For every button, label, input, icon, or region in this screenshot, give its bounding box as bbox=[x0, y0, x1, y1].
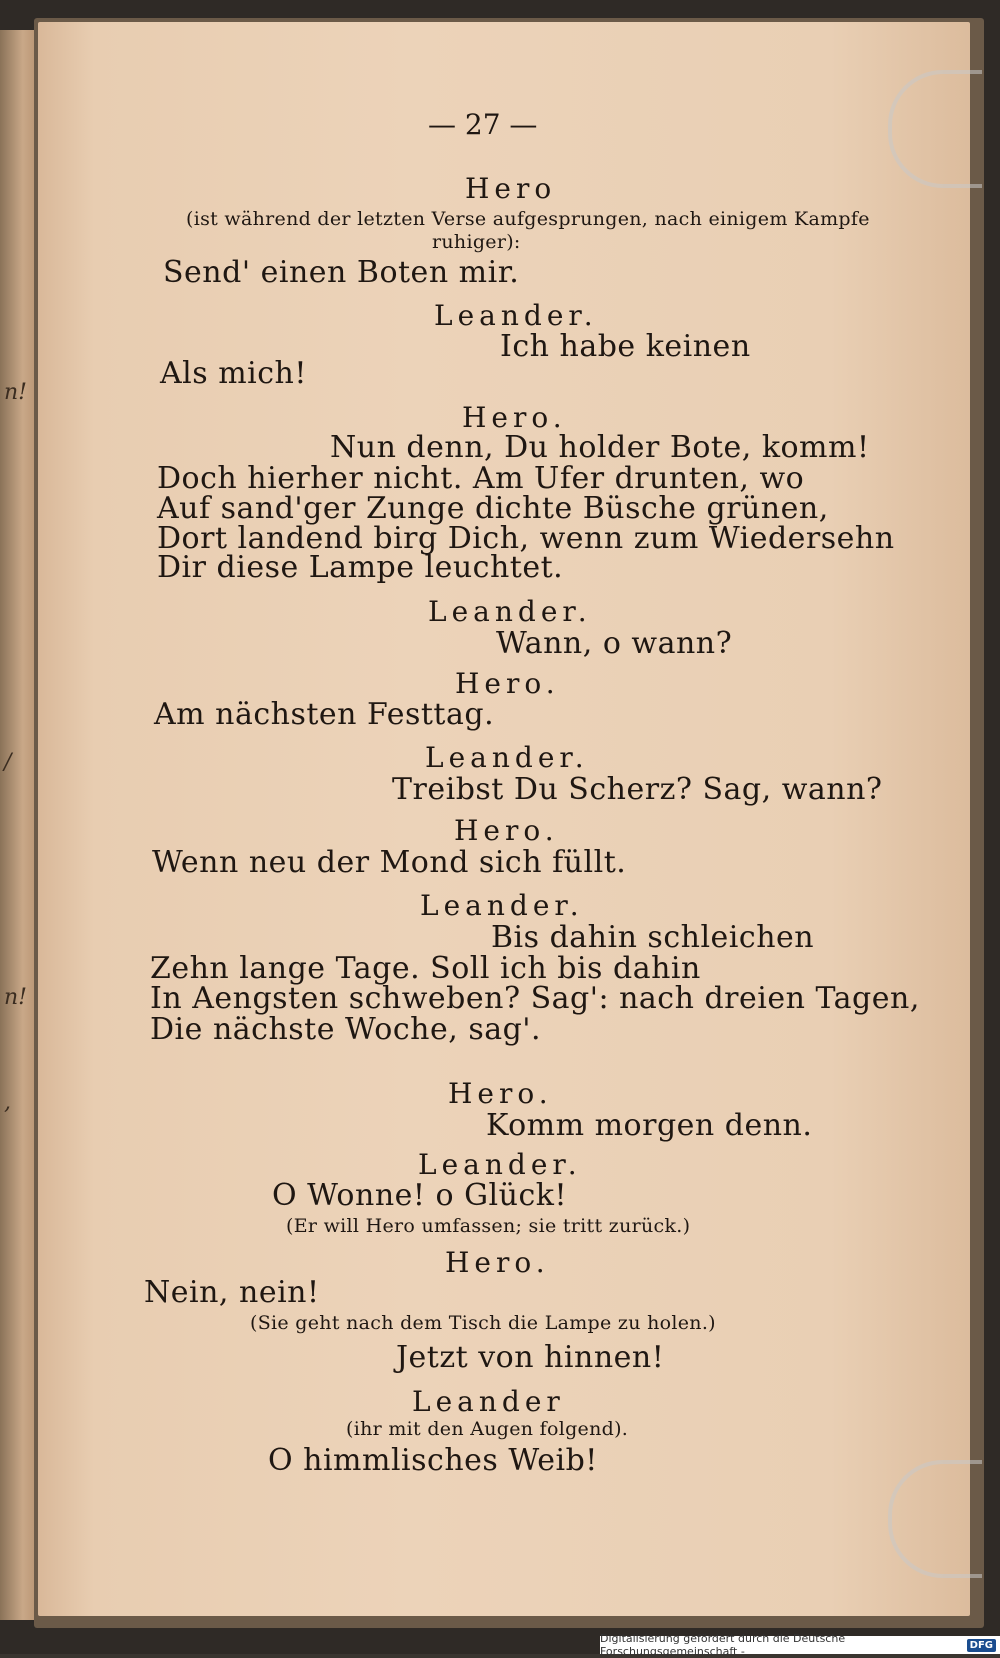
verse-line: Komm morgen denn. bbox=[486, 1108, 813, 1143]
dfg-logo-icon: DFG bbox=[967, 1639, 996, 1652]
speaker-name: Hero. bbox=[455, 667, 560, 700]
verse-line: Jetzt von hinnen! bbox=[396, 1340, 665, 1375]
speaker-name: Leander. bbox=[420, 889, 584, 922]
verse-line: Als mich! bbox=[160, 356, 307, 391]
margin-mark: n! bbox=[4, 380, 28, 405]
verse-line: Ich habe keinen bbox=[500, 329, 751, 364]
verse-line: Am nächsten Festtag. bbox=[154, 697, 495, 732]
stage-direction: (ist während der letzten Verse aufgesprungen, nach einigem Kampfe bbox=[186, 208, 870, 230]
stage-direction: (Er will Hero umfassen; sie tritt zurück.) bbox=[286, 1215, 691, 1237]
margin-mark: , bbox=[4, 1090, 11, 1115]
verse-line: Wenn neu der Mond sich füllt. bbox=[152, 845, 627, 880]
verse-line: O Wonne! o Glück! bbox=[272, 1178, 567, 1213]
verse-line: Doch hierher nicht. Am Ufer drunten, wo bbox=[157, 461, 805, 496]
stage-direction: (ihr mit den Augen folgend). bbox=[346, 1418, 629, 1440]
verse-line: O himmlisches Weib! bbox=[268, 1443, 598, 1478]
verse-line: Bis dahin schleichen bbox=[491, 920, 815, 955]
verse-line: Send' einen Boten mir. bbox=[163, 255, 520, 290]
speaker-name: Leander. bbox=[434, 299, 598, 332]
verse-line: Dort landend birg Dich, wenn zum Wiedersehn bbox=[157, 521, 895, 556]
speaker-name: Hero. bbox=[462, 401, 567, 434]
verse-line: Auf sand'ger Zunge dichte Büsche grünen, bbox=[157, 491, 829, 526]
speaker-name: Leander. bbox=[425, 741, 589, 774]
verse-line: In Aengsten schweben? Sag': nach dreien Tagen, bbox=[150, 981, 920, 1016]
stage-direction: (Sie geht nach dem Tisch die Lampe zu holen.) bbox=[250, 1312, 716, 1334]
speaker-name: Hero. bbox=[448, 1077, 553, 1110]
clip-icon bbox=[888, 70, 982, 188]
verse-line: Zehn lange Tage. Soll ich bis dahin bbox=[150, 951, 701, 986]
speaker-name: Leander bbox=[412, 1385, 565, 1418]
page-number: — 27 — bbox=[428, 108, 538, 141]
facing-page-edge bbox=[0, 30, 38, 1620]
margin-mark: n! bbox=[4, 985, 28, 1010]
speaker-name: Hero. bbox=[445, 1246, 550, 1279]
verse-line: Treibst Du Scherz? Sag, wann? bbox=[392, 772, 883, 807]
margin-mark: / bbox=[4, 750, 12, 775]
verse-line: Nun denn, Du holder Bote, komm! bbox=[330, 430, 870, 465]
verse-line: Wann, o wann? bbox=[496, 626, 733, 661]
verse-line: Nein, nein! bbox=[144, 1275, 320, 1310]
clip-icon bbox=[888, 1460, 982, 1578]
speaker-name: Hero bbox=[465, 172, 557, 205]
stage-direction: ruhiger): bbox=[432, 231, 521, 253]
footer-credit: Digitalisierung gefördert durch die Deutsche Forschungsgemeinschaft - bbox=[600, 1632, 846, 1658]
verse-line: Dir diese Lampe leuchtet. bbox=[157, 550, 564, 585]
speaker-name: Hero. bbox=[454, 814, 559, 847]
speaker-name: Leander. bbox=[418, 1148, 582, 1181]
digitization-footer bbox=[600, 1632, 1000, 1658]
verse-line: Die nächste Woche, sag'. bbox=[150, 1012, 542, 1047]
speaker-name: Leander. bbox=[428, 595, 592, 628]
